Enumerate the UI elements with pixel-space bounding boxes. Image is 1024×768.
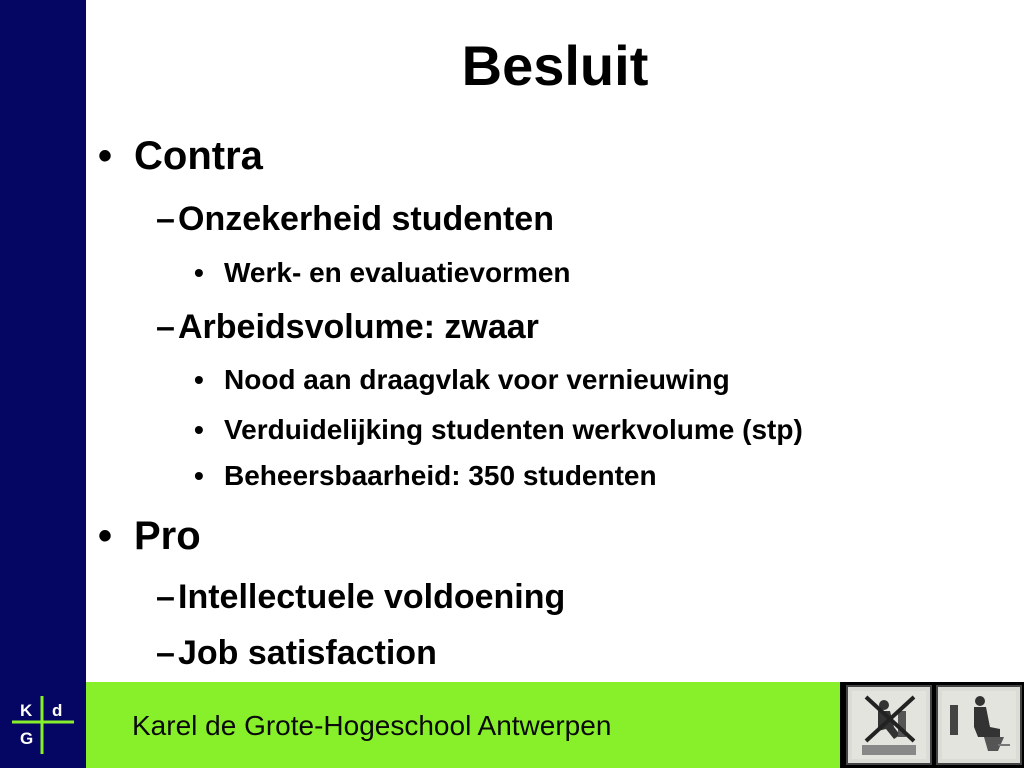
bullet-item [98,514,201,559]
bullet-text: Contra [134,134,263,178]
bullet-text: Nood aan draagvlak voor vernieuwing [224,364,730,395]
logo-letter-d: d [52,701,63,720]
bullet-item [194,460,657,492]
bullet-marker: – [156,200,175,238]
bullet-text: Intellectuele voldoening [178,578,566,616]
sitting-toilet-sign-icon [936,685,1022,765]
bullet-item [194,414,803,446]
bullet-marker: • [98,134,113,178]
bullet-item [194,364,730,396]
bullet-marker: • [194,414,204,445]
bullet-item [156,200,554,239]
bullet-item [156,634,437,673]
bullet-text: Beheersbaarheid: 350 studenten [224,460,657,491]
bullet-item [156,308,539,347]
bullet-text: Onzekerheid studenten [178,200,554,238]
footer-bar [0,682,1024,768]
bullet-item [98,134,263,179]
bullet-marker: – [156,578,175,616]
bullet-text: Pro [134,514,201,558]
bullet-marker: • [98,514,113,558]
bullet-text: Job satisfaction [178,634,437,672]
bullet-marker: • [194,257,204,288]
kdg-logo-icon [0,682,86,768]
bullet-marker: • [194,460,204,491]
bullet-text: Verduidelijking studenten werkvolume (stp) [224,414,803,445]
bullet-marker: • [194,364,204,395]
bullet-item [194,257,571,289]
left-sidebar [0,0,86,682]
institution-name: Karel de Grote-Hogeschool Antwerpen [132,710,612,741]
bullet-marker: – [156,634,175,672]
no-squatting-toilet-sign-icon [846,685,932,765]
logo-letter-k: K [20,701,33,720]
bullet-text: Werk- en evaluatievormen [224,257,571,288]
slide-title: Besluit [461,34,649,97]
bullet-text: Arbeidsvolume: zwaar [178,308,539,346]
logo-letter-g: G [20,729,34,748]
bullet-item [156,578,565,617]
footer-band [86,682,840,768]
bullet-marker: – [156,308,175,346]
bullet-list [86,130,1024,682]
